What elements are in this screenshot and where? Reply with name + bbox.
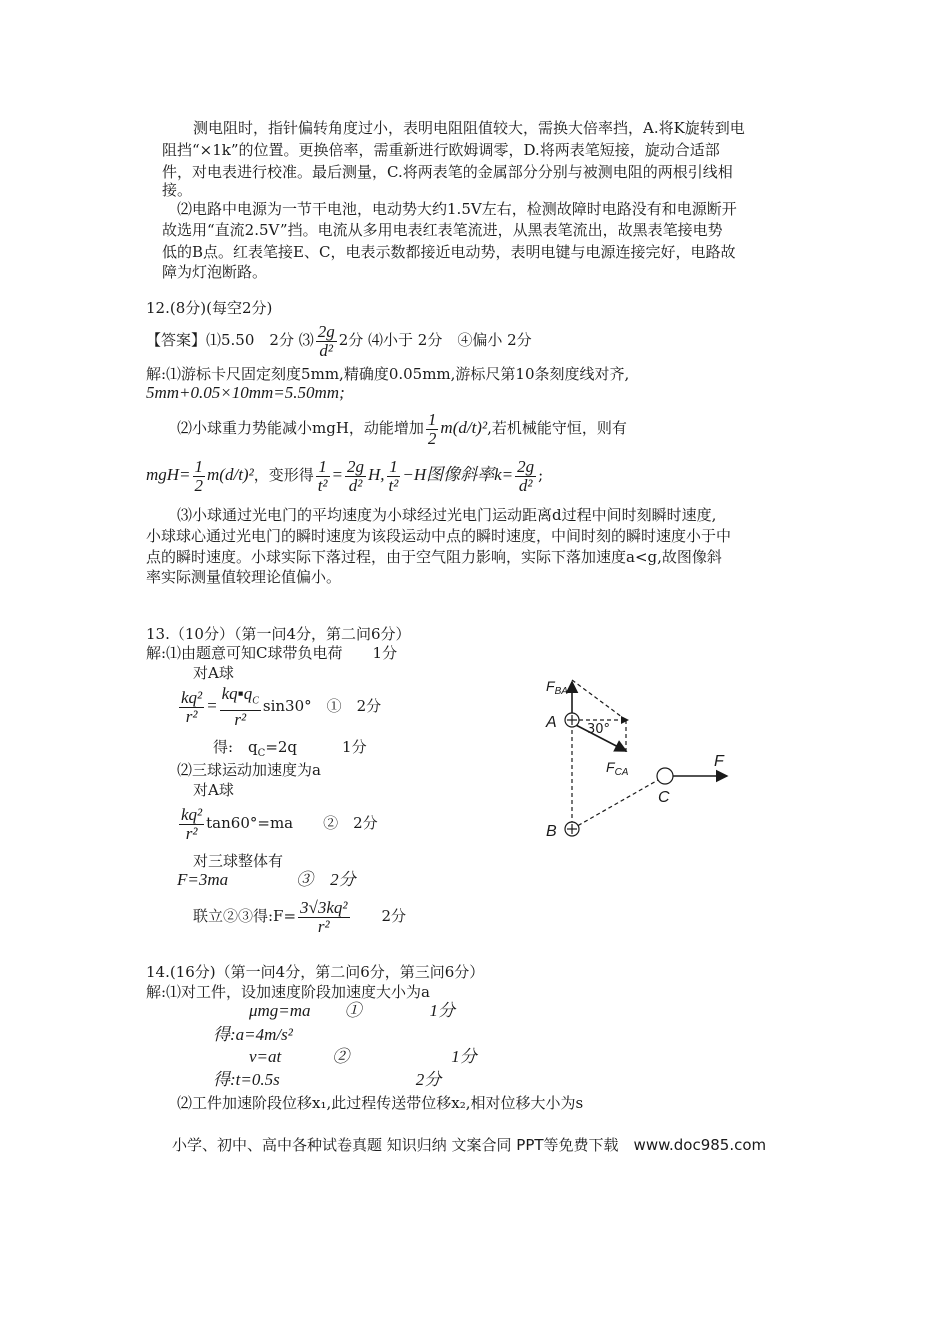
q13-eq3: F=3ma ③ 2分 [177,870,356,889]
label-b: B [546,823,557,840]
label-angle: 30° [587,722,611,737]
parallelogram-edge [572,680,626,720]
charge-c [657,768,673,784]
q14-eq4: 得:t=0.5s 2分 [213,1070,442,1089]
q12-answer-b: 2分 ⑷小于 2分 ④偏小 2分 [338,331,532,349]
q12-half: $\frac{1}{2}$ [427,409,437,448]
q13-got1: 得: $q_C=2q$ 1分 [213,738,367,759]
q13-s2: ⑵三球运动加速度为a [177,761,321,779]
q11-line-2: 阻挡“×1k”的位置。更换倍率，需重新进行欧姆调零，D.将两表笔短接，旋动合适部 [162,141,720,159]
q13-a-ball: 对A球 [193,664,234,682]
q13-combine: 联立②③得:F= $\frac{\text{3√3kq²}}{\text{r²}}$ 2分 [193,897,407,936]
q12-sol3-1: ⑶小球通过光电门的平均速度为小球经过光电门运动距离d过程中间时刻瞬时速度, [177,506,717,524]
q12-sol2: ⑵小球重力势能减小mgH，动能增加 $\frac{1}{2}$ m(d/t)²,若机械能守恒，则有 [177,409,627,448]
q13-a-ball2: 对A球 [193,781,234,799]
q12-eq1: 5mm+0.05×10mm=5.50mm; [146,383,345,402]
q14-eq2: 得:a=4m/s² [213,1025,293,1044]
q12-answer [146,322,532,360]
q12-sol3-2: 小球球心通过光电门的瞬时速度为该段运动中点的瞬时速度，中间时刻的瞬时速度小于中 [146,527,732,545]
q14-s1: 解:⑴对工件，设加速度阶段加速度大小为a [146,983,430,1001]
q14-s2: ⑵工件加速阶段位移x₁,此过程传送带位移x₂,相对位移大小为s [177,1094,584,1112]
edge-bc [572,776,665,829]
q12-sol1: 解:⑴游标卡尺固定刻度5mm,精确度0.05mm,游标尺第10条刻度线对齐, [146,365,630,383]
q11-line-7: 低的B点。红表笔接E、C，电表示数都接近电动势，表明电键与电源连接完好，电路故 [162,243,736,261]
q11-line-5: ⑵电路中电源为一节干电池，电动势大约1.5V左右，检测故障时电路没有和电源断开 [177,200,737,218]
q11-line-8: 障为灯泡断路。 [162,263,268,281]
q13-whole: 对三球整体有 [193,852,284,870]
q11-line-1: 测电阻时，指针偏转角度过小，表明电阻阻值较大，需换大倍率挡，A.将K旋转到电 [193,119,745,137]
q14-eq1: μmg=ma ① 1分 [249,1001,456,1020]
q13-header: 13.（10分）（第一问4分，第二问6分） [146,625,411,643]
label-f: F [714,753,724,770]
q12-answer-frac: $\frac{2g}{\text{d²}}$ [317,321,335,360]
q12-sol3-4: 率实际测量值较理论值偏小。 [146,568,342,586]
label-c: C [658,789,670,806]
page-footer: 小学、初中、高中各种试卷真题 知识归纳 文案合同 PPT等免费下载 www.doc985.com [172,1136,767,1154]
q12-sol3-3: 点的瞬时速度。小球实际下落过程，由于空气阻力影响，实际下落加速度a<g,故图像斜 [146,548,722,566]
force-diagram [530,670,740,845]
label-a: A [546,714,557,731]
q12-header: 12.(8分)(每空2分) [146,299,273,317]
label-fba: $F_{BA}$ [546,678,568,697]
q13-s1: 解:⑴由题意可知C球带负电荷 1分 [146,644,398,662]
q12-answer-a: 【答案】⑴5.50 2分 ⑶ [146,331,314,349]
q13-eq2: $\frac{\text{kq²}}{\text{r²}}$ tan60°=ma ② 2分 [181,804,378,843]
label-fca: $F_{CA}$ [606,759,629,778]
q11-line-3: 件，对电表进行校准。最后测量，C.将两表笔的金属部分分别与被测电阻的两根引线相 [162,163,733,181]
q14-eq3: v=at ② 1分 [249,1047,477,1066]
q14-header: 14.(16分)（第一问4分，第二问6分，第三问6分） [146,963,485,981]
q11-line-6: 故选用“直流2.5V”挡。电流从多用电表红表笔流进，从黑表笔流出，故黑表笔接电势 [162,221,723,239]
q13-eq1: $\frac{\text{kq²}}{\text{r²}}$ = $\frac{kq▪q_C}{\text{r²}}$ sin30° ① 2分 [181,683,382,730]
q11-line-4: 接。 [162,181,193,199]
q12-eq2: mgH= $\frac{1}{2}$ m(d/t)²，变形得 $\frac{1}{\text{t²}}$ = $\frac{2g}{\text{d²}}$ H, $\frac{1}{\text{t²}}$ −H图像斜率k= $\frac{2g}{\text{d²}}$ ; [146,456,544,495]
